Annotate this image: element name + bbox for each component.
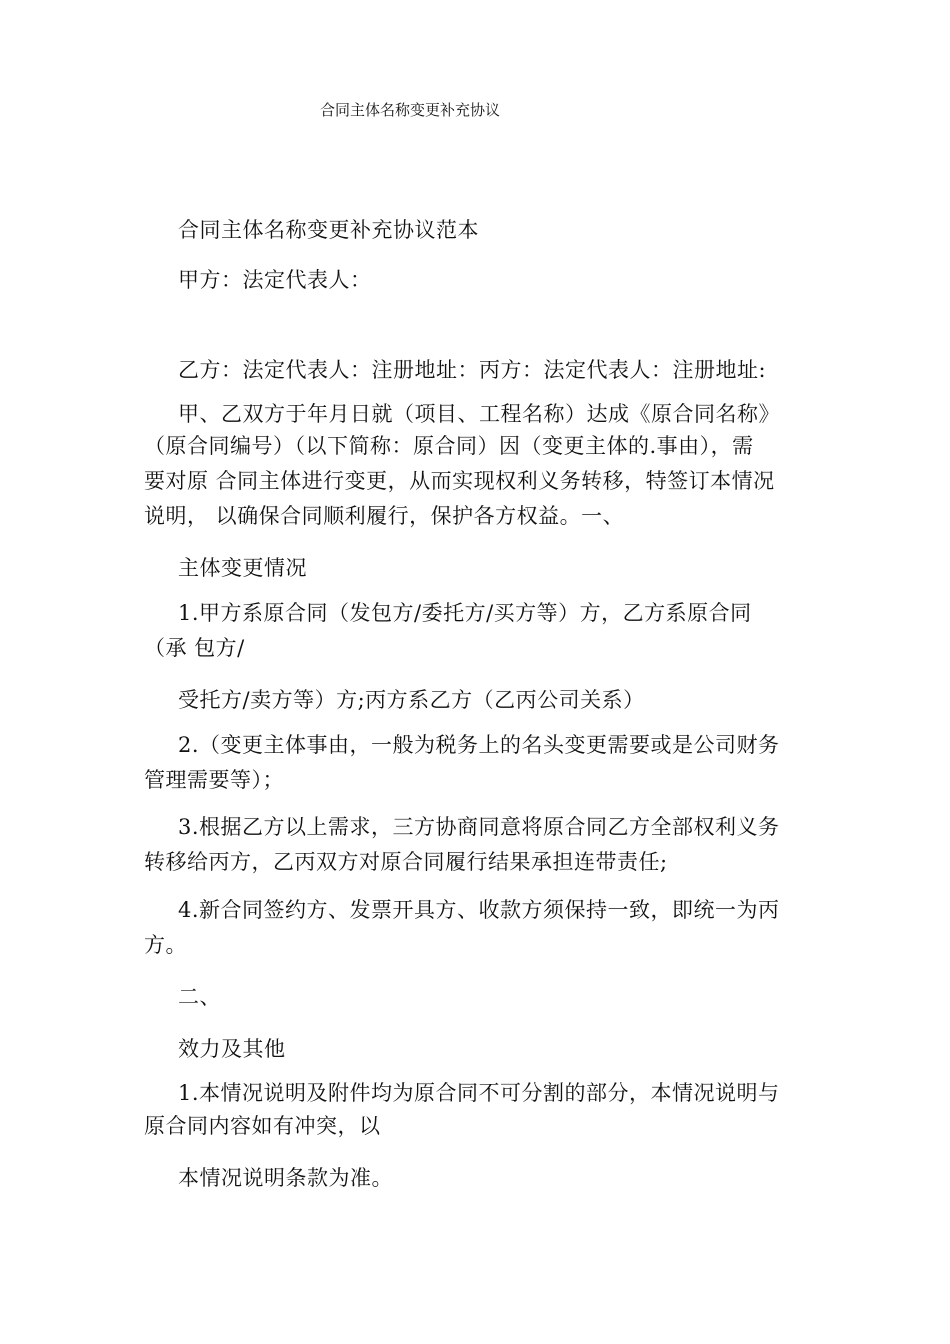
item-3-line-2: 转移给丙方，乙丙双方对原合同履行结果承担连带责任; [144,850,668,874]
party-b-c-line: 乙方：法定代表人：注册地址：丙方：法定代表人：注册地址: [178,358,767,382]
intro-line-4: 说明， 以确保合同顺利履行，保护各方权益。一、 [144,504,625,528]
section-2-item-1-line-1: 1.本情况说明及附件均为原合同不可分割的部分，本情况说明与 [178,1081,780,1105]
section-2-heading: 效力及其他 [178,1037,286,1061]
document-title: 合同主体名称变更补充协议范本 [178,218,479,242]
item-2-line-2: 管理需要等）； [144,768,284,792]
section-1-heading: 主体变更情况 [178,556,307,580]
party-a-line: 甲方：法定代表人： [178,268,372,292]
item-1-line-2: （承 包方/ [144,636,245,660]
item-3-line-1: 3.根据乙方以上需求，三方协商同意将原合同乙方全部权利义务 [178,815,780,839]
intro-line-3: 要对原 合同主体进行变更，从而实现权利义务转移，特签订本情况 [144,469,775,493]
intro-line-1: 甲、乙双方于年月日就（项目、工程名称）达成《原合同名称》 [178,402,780,426]
section-2-number: 二、 [178,985,221,1009]
item-1-continuation: 受托方/卖方等）方;丙方系乙方（乙丙公司关系） [178,688,645,712]
item-2-line-1: 2.（变更主体事由，一般为税务上的名头变更需要或是公司财务 [178,733,780,757]
running-header: 合同主体名称变更补充协议 [320,101,501,119]
intro-line-2: （原合同编号）（以下简称：原合同）因（变更主体的.事由），需 [144,434,754,458]
section-2-item-1-line-2: 原合同内容如有冲突，以 [144,1114,381,1138]
item-1-line-1: 1.甲方系原合同（发包方/委托方/买方等）方，乙方系原合同 [178,601,752,625]
section-2-item-1-continuation: 本情况说明条款为准。 [178,1166,393,1190]
item-4-line-1: 4.新合同签约方、发票开具方、收款方须保持一致，即统一为丙 [178,898,780,922]
item-4-line-2: 方。 [144,933,187,957]
